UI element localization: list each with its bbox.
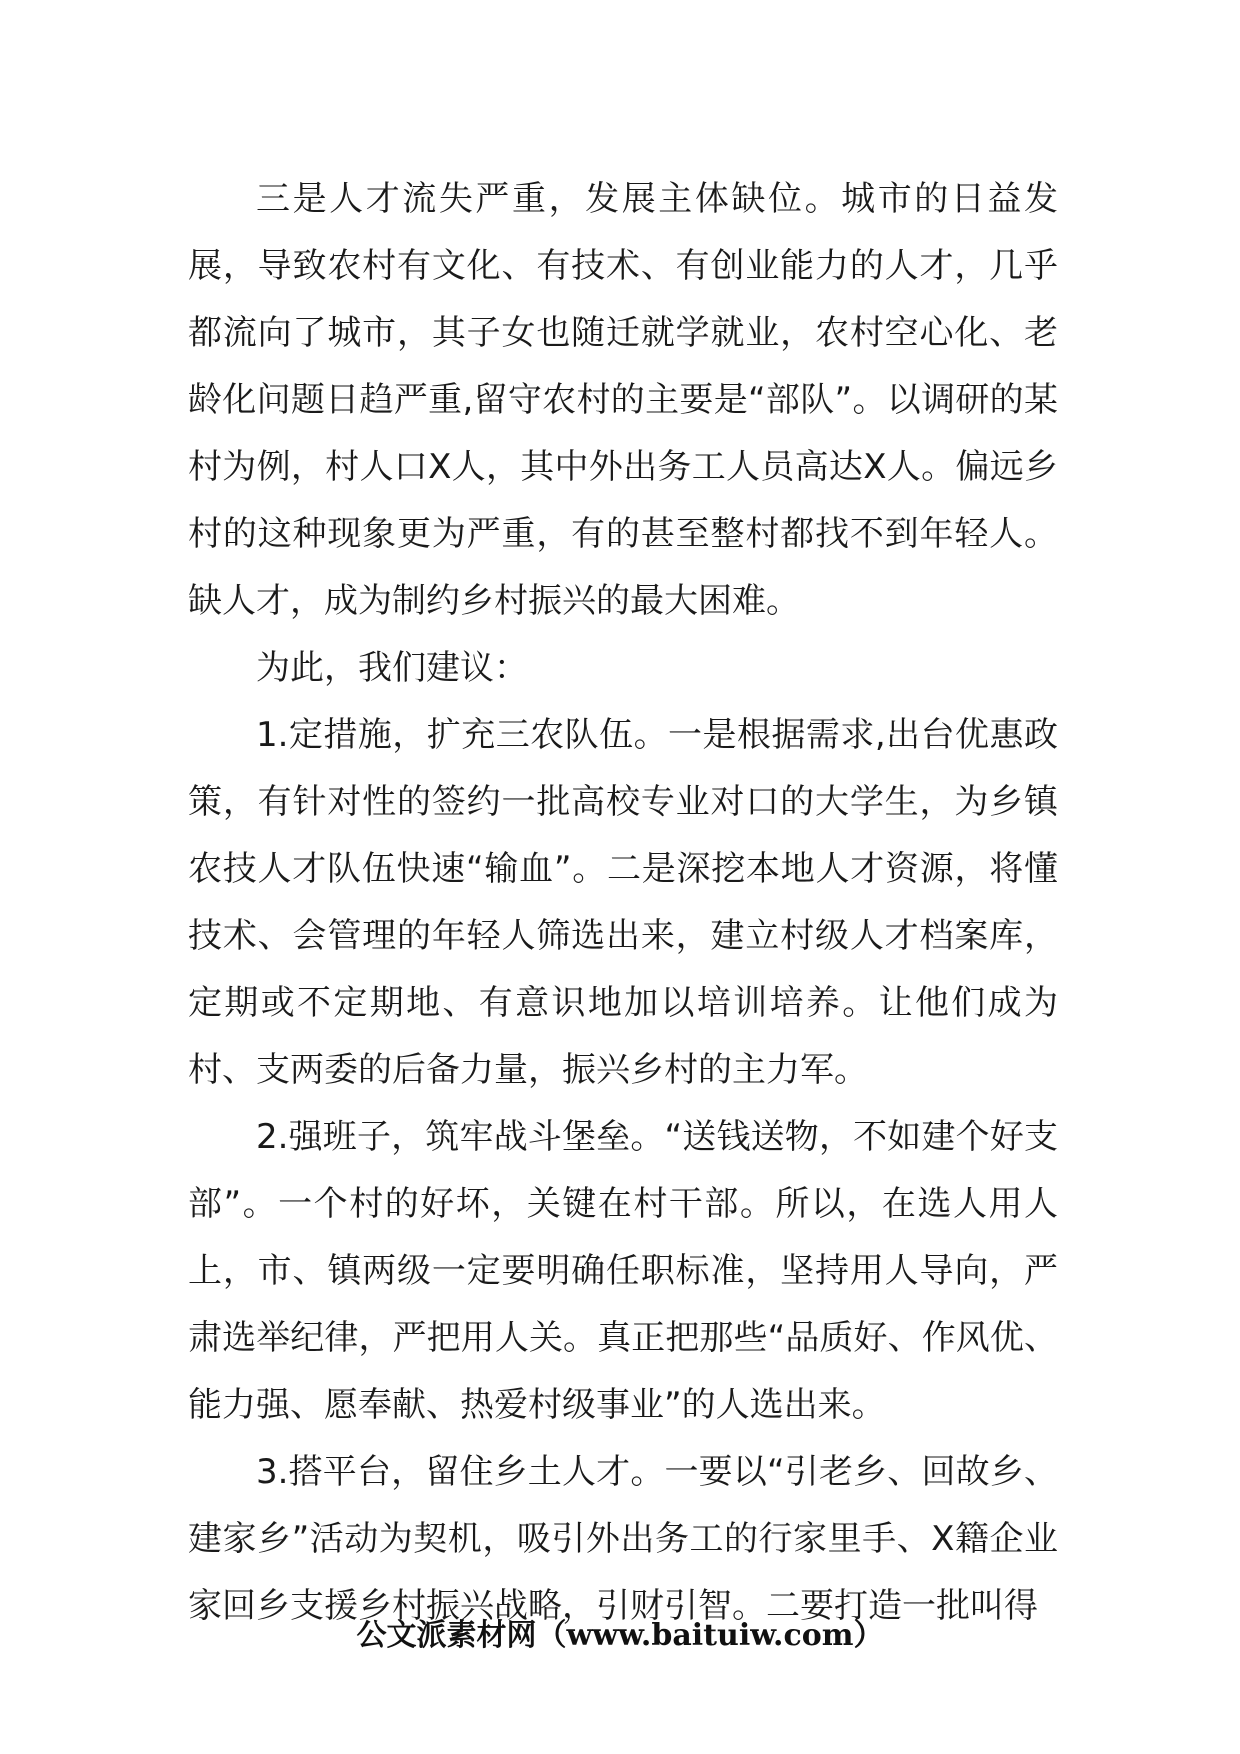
paragraph-suggestion-3: 3.搭平台，留住乡土人才。一要以“引老乡、回故乡、建家乡”活动为契机，吸引外出务工的行家里手、X籍企业家回乡支援乡村振兴战略，引财引智。二要打造一批叫得 xyxy=(188,1452,1058,1626)
paragraph-suggestion-intro: 为此，我们建议： xyxy=(256,648,528,688)
document-body xyxy=(188,166,1058,1640)
paragraph-suggestion-1: 1.定措施，扩充三农队伍。一是根据需求,出台优惠政策，有针对性的签约一批高校专业对口的大学生，为乡镇农技人才队伍快速“输血”。二是深挖本地人才资源，将懂技术、会管理的年轻人筛选出来，建立村级人才档案库，定期或不定期地、有意识地加以培训培养。让他们成为村、支两委的后备力量，振兴乡村的主力军。 xyxy=(188,715,1058,1090)
paragraph-suggestion-2: 2.强班子，筑牢战斗堡垒。“送钱送物，不如建个好支部”。一个村的好坏，关键在村干部。所以，在选人用人上，市、镇两级一定要明确任职标准，坚持用人导向，严肃选举纪律，严把用人关。真正把那些“品质好、作风优、能力强、愿奉献、热爱村级事业”的人选出来。 xyxy=(188,1117,1058,1425)
footer-watermark: 公文派素材网（www.baituiw.com） xyxy=(356,1618,884,1653)
paragraph-talent-loss: 三是人才流失严重，发展主体缺位。城市的日益发展，导致农村有文化、有技术、有创业能力的人才，几乎都流向了城市，其子女也随迁就学就业，农村空心化、老龄化问题日趋严重,留守农村的主要是“部队”。以调研的某村为例，村人口X人，其中外出务工人员高达X人。偏远乡村的这种现象更为严重，有的甚至整村都找不到年轻人。缺人才，成为制约乡村振兴的最大困难。 xyxy=(188,179,1058,621)
